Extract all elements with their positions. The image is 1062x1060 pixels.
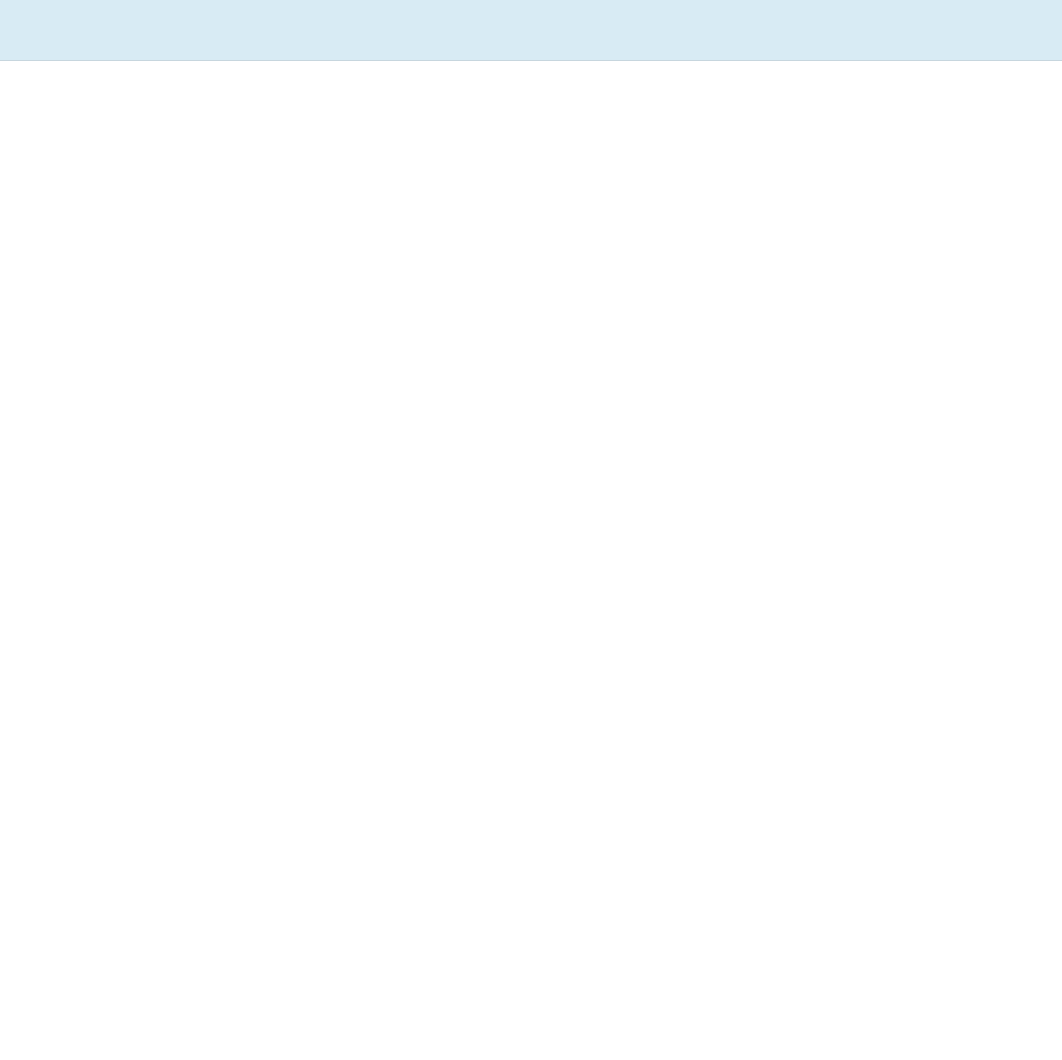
forecast-table <box>0 60 1062 1060</box>
page-header <box>0 0 1062 61</box>
